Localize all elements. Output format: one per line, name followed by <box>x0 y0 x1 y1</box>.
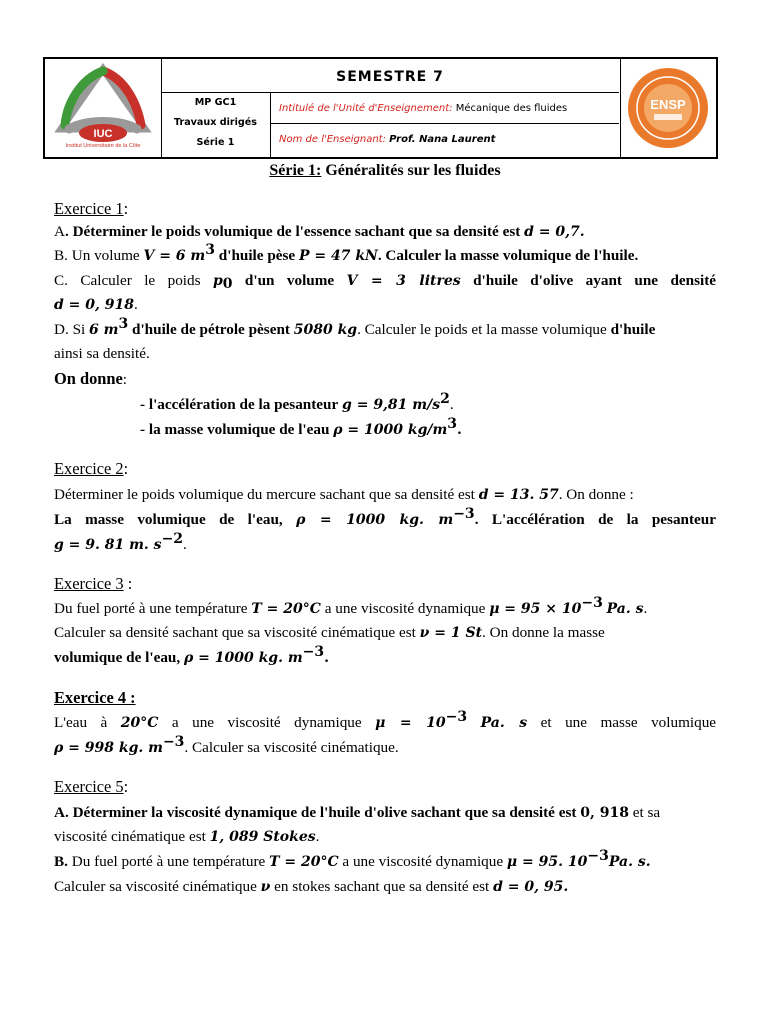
ex5-b-math2: μ = 95. 10 <box>506 854 588 870</box>
ex5-a-label: A. <box>54 804 69 821</box>
ex5-a-text1: Déterminer la viscosité dynamique de l'huile d'olive sachant que sa densité est <box>72 804 577 821</box>
ex3-math2: μ = 95 × 10 <box>489 601 582 617</box>
semester-title: SEMESTRE 7 <box>161 59 619 93</box>
iuc-logo-caption: Institut Universitaire de la Côte <box>65 143 141 149</box>
ue-row <box>271 93 619 124</box>
ex3-title: Exercice 3 <box>54 574 124 593</box>
ex2-math1: d = 13. 57 <box>478 487 559 503</box>
ex3-math2b: Pa. s <box>606 601 644 617</box>
ex5-title-line: Exercice 5: <box>54 777 129 796</box>
ex1-given1-text: - l'accélération de la pesanteur <box>140 396 339 413</box>
ex5-b-math3: ν <box>260 879 271 895</box>
ensp-logo-text: ENSP <box>650 97 686 112</box>
ex1-b-text2: d'huile pèse <box>218 247 296 264</box>
ex5-b-text1: Du fuel porté à une température <box>71 853 266 870</box>
ex3-math1: T = 20°C <box>251 601 321 617</box>
ex1-given2-text: - la masse volumique de l'eau <box>140 421 330 438</box>
ex1-c-text3: d'huile d'olive ayant une densité <box>473 272 717 289</box>
ex5-b-math4: d = 0, 95. <box>493 879 569 895</box>
class-line-2: Travaux dirigés <box>173 117 258 128</box>
ex2-line3: g = 9. 81 m. $s^{-2}$. <box>54 531 187 553</box>
ex4-line2: ρ = 998 kg. $m^{-3}$. Calculer sa viscosité cinématique. <box>54 734 399 756</box>
ex3-text5: volumique de l'eau, <box>54 649 181 666</box>
ex1-c-line1: C. Calculer le poids $p_0$ d'un volume V = 3 litres d'huile d'olive ayant une densité <box>54 272 717 292</box>
header-table <box>43 57 718 159</box>
ue-value: Mécanique des fluides <box>455 103 568 114</box>
ex5-a-math2: 1, 089 Stokes <box>209 829 316 845</box>
ex1-given-2: - la masse volumique de l'eau ρ = 1000 $kg/m^3$. <box>140 416 462 438</box>
ex5-b-math2b: Pa. s. <box>608 854 651 870</box>
ex2-title: Exercice 2 <box>54 459 124 478</box>
ex1-c-math3: d = 0, 918 <box>54 297 134 313</box>
ex5-b-line2 <box>54 874 716 900</box>
ex1-c-text1: . Calculer le poids <box>64 272 201 289</box>
ex1-b-text3: . Calculer la masse volumique de l'huile. <box>377 247 639 264</box>
ex3-line1: Du fuel porté à une température T = 20°C a une viscosité dynamique $\mu = 95 \times 10^{-3}$ Pa. s. <box>54 595 648 617</box>
ex2-text1: Déterminer le poids volumique du mercure sachant que sa densité est <box>54 486 475 503</box>
ex1-a-math: d = 0,7. <box>524 224 585 240</box>
ex5-b-text2: a une viscosité dynamique <box>342 853 504 870</box>
ex5-a-line2: viscosité cinématique est 1, 089 Stokes. <box>54 828 320 845</box>
ex4-line1: L'eau à 20°C a une viscosité dynamique $\mu = 10^{-3}$ Pa. s et une masse volumique <box>54 709 717 731</box>
ex1-d-label: D <box>54 321 65 338</box>
title-subject: Généralités sur les fluides <box>325 162 501 179</box>
ex1-c-label: C <box>54 272 65 289</box>
iuc-logo-text: IUC <box>93 128 113 140</box>
page-title <box>54 158 716 183</box>
ex1-c-line2: d = 0, 918. <box>54 296 138 313</box>
ex3-math3: ν = 1 St <box>419 625 483 641</box>
ex5-a-text3: viscosité cinématique est <box>54 828 206 845</box>
ex1-title: Exercice 1 <box>54 199 124 218</box>
ex5-a-math1: 0, 918 <box>580 805 629 821</box>
class-line-1: MP GC1 <box>194 97 237 108</box>
ex3-text2: a une viscosité dynamique <box>324 600 486 617</box>
right-logo-cell <box>620 59 716 157</box>
ex3-line3: volumique de l'eau, ρ = 1000 kg. $m^{-3}$. <box>54 644 330 666</box>
ex2-line2: La masse volumique de l'eau, ρ = 1000 kg. $m^{-3}$. L'accélération de la pesanteur <box>54 506 716 528</box>
ex4-math3: ρ = 998 kg. m <box>54 740 163 756</box>
ex1-b: B. Un volume V = 6 $m^3$ d'huile pèse P = 47 kN. Calculer la masse volumique de l'huile. <box>54 242 639 264</box>
ex1-given2-math: ρ = 1000 kg/m <box>333 422 448 438</box>
ex1-given-1: - l'accélération de la pesanteur g = 9,81 $m/s^2$. <box>140 391 454 413</box>
ex1-d-text4: d'huile <box>610 321 656 338</box>
teacher-value: Prof. Nana Laurent <box>389 134 496 145</box>
ex4-text2: a une viscosité dynamique <box>171 714 362 731</box>
header-center <box>161 59 619 157</box>
ex4-text3: et une masse volumique <box>540 714 717 731</box>
ex5-a-text2: et sa <box>632 804 661 821</box>
ex5-b-text3: Calculer sa viscosité cinématique <box>54 878 257 895</box>
ex2-title-line: Exercice 2: <box>54 459 129 478</box>
ex3-text1: Du fuel porté à une température <box>54 600 248 617</box>
ex3-text3: Calculer sa densité sachant que sa viscosité cinématique est <box>54 624 416 641</box>
ex4-math1: 20°C <box>120 715 159 731</box>
class-info <box>161 93 271 157</box>
ex3-math4: ρ = 1000 kg. m <box>183 650 303 666</box>
left-logo-cell <box>45 59 162 157</box>
ex1-d-line2: ainsi sa densité. <box>54 345 150 362</box>
ex5-title: Exercice 5 <box>54 777 124 796</box>
ex5-b-line1: B. Du fuel porté à une température T = 20°C a une viscosité dynamique μ = 95. $10^{-3}Pa$. s. <box>54 848 651 870</box>
ex4-math2: μ = 10 <box>375 715 446 731</box>
ex2-text2: . On donne : <box>558 486 634 503</box>
ex2-line1 <box>54 482 716 508</box>
ex1-d-line1: D. Si 6 $m^3$ d'huile de pétrole pèsent 5080 kg. Calculer le poids et la masse volumique d'huile <box>54 316 656 338</box>
ex1-a-text: . Déterminer le poids volumique de l'essence sachant que sa densité est <box>64 223 521 240</box>
ex5-b-label: B. <box>54 853 68 870</box>
teacher-row <box>271 124 619 157</box>
ex1-b-label: B <box>54 247 65 264</box>
ex5-b-text4: en stokes sachant que sa densité est <box>274 878 490 895</box>
ex3-title-line: Exercice 3 : <box>54 574 133 593</box>
iuc-logo <box>45 59 161 157</box>
ex2-math3: g = 9. 81 m. s <box>54 537 162 553</box>
ex4-text4: . Calculer sa viscosité cinématique. <box>184 739 399 756</box>
ex1-b-text1: . Un volume <box>64 247 140 264</box>
ex1-a-label: A <box>54 223 65 240</box>
class-line-3: Série 1 <box>196 137 235 148</box>
ex1-d-text3: . Calculer le poids et la masse volumique <box>357 321 607 338</box>
ex1-given1-math: g = 9,81 m/s <box>342 397 441 413</box>
ex3-line2 <box>54 620 716 646</box>
ex1-b-math1: V = 6 m <box>143 248 206 264</box>
ex1-given-label: On donne <box>54 369 123 388</box>
ex1-d-math1: 6 m <box>89 322 119 338</box>
ex2-text4: . L'accélération de la pesanteur <box>474 511 716 528</box>
title-serie: Série 1: <box>269 162 322 179</box>
ex4-title-line <box>54 685 716 710</box>
ue-label: Intitulé de l'Unité d'Enseignement: <box>279 103 453 114</box>
ex3-text4: . On donne la masse <box>482 624 605 641</box>
ex4-text1: L'eau à <box>54 714 108 731</box>
ex1-given: On donne: <box>54 369 128 388</box>
ex4-title: Exercice 4 : <box>54 688 136 707</box>
ex1-c-text2: d'un volume <box>244 272 335 289</box>
ex1-c-math1: p <box>212 273 223 289</box>
ex1-d-text2: d'huile de pétrole pèsent <box>132 321 290 338</box>
ex2-math2: ρ = 1000 kg. m <box>296 512 454 528</box>
ex1-d-text1: . Si <box>64 321 86 338</box>
ex5-a-line1 <box>54 800 716 826</box>
ex1-d-math2: 5080 kg <box>293 322 358 338</box>
ex5-b-math1: T = 20°C <box>269 854 339 870</box>
ex4-math2b: Pa. s <box>480 715 528 731</box>
ex2-text3: La masse volumique de l'eau, <box>54 511 283 528</box>
ex1-title-line: Exercice 1: <box>54 199 129 218</box>
ex1-a <box>54 219 716 245</box>
ensp-seal-logo <box>621 59 716 157</box>
teacher-label: Nom de l'Enseignant: <box>279 134 386 145</box>
ex1-c-math2: V = 3 litres <box>346 273 461 289</box>
ex1-b-math2: P = 47 kN <box>298 248 378 264</box>
